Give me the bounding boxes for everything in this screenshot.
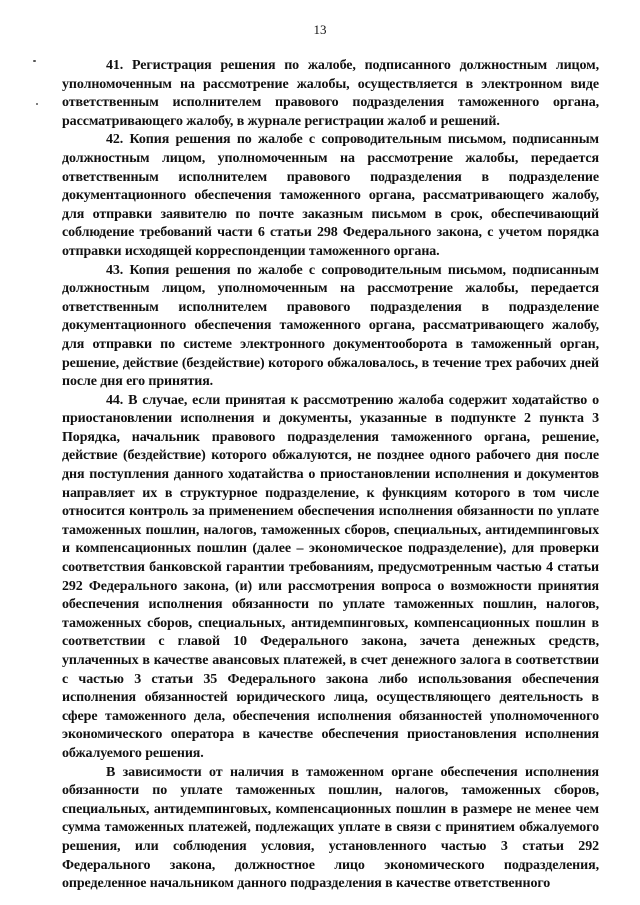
paragraph-44-continuation: В зависимости от наличия в таможенном органе обеспечения исполнения обязанности по уплате таможенных пошлин, налогов, таможенных сборов, специальных, антидемпинговых, компенсационных пошлин в размере не менее чем сумма таможенных платежей, подлежащих уплате в связи с принятием обжалуемого решения, или соблюдения условия, установленного частью 3 статьи 292 Федерального закона, должностное лицо экономического подразделения, определенное начальником данного подразделения в качестве ответственного xyxy=(62,764,599,892)
scan-speck xyxy=(33,60,36,62)
paragraph-41: 41. Регистрация решения по жалобе, подписанного должностным лицом, уполномоченным на рассмотрение жалобы, осуществляется в электронном виде ответственным исполнителем правового подразделения таможенного органа, рассматривающего жалобу, в журнале регистрации жалоб и решений. xyxy=(62,58,599,129)
paragraph-43: 43. Копия решения по жалобе с сопроводительным письмом, подписанным должностным лицом, уполномоченным на рассмотрение жалобы, передается ответственным исполнителем правового подразделения в подразделение документационного обеспечения таможенного органа, рассматривающего жалобу, для отправки по системе электронного документооборота в таможенный орган, решение, действие (бездействие) которого обжаловалось, в течение трех рабочих дней после дня его принятия. xyxy=(62,262,599,390)
page-number: 13 xyxy=(313,22,327,37)
paragraph-42: 42. Копия решения по жалобе с сопроводительным письмом, подписанным должностным лицом, уполномоченным на рассмотрение жалобы, передается ответственным исполнителем правового подразделения в подразделение документационного обеспечения таможенного органа, рассматривающего жалобу, для отправки заявителю по почте заказным письмом в срок, обеспечивающий соблюдение требований части 6 статьи 298 Федерального закона, с учетом порядка отправки исходящей корреспонденции таможенного органа. xyxy=(62,132,599,259)
document-body xyxy=(62,57,599,894)
paragraph-44: 44. В случае, если принятая к рассмотрению жалоба содержит ходатайство о приостановлении исполнения и документы, указанные в подпункте 2 пункта 3 Порядка, начальник правового подразделения таможенного органа, решение, действие (бездействие) которого обжалуются, не позднее одного рабочего дня после дня поступления данного ходатайства о приостановлении исполнения и документов направляет их в структурное подразделение, к функциям которого в том числе относится контроль за применением обеспечения исполнения обязанности по уплате таможенных пошлин, налогов, таможенных сборов, специальных, антидемпинговых и компенсационных пошлин (далее – экономическое подразделение), для проверки соответствия банковской гарантии требованиям, предусмотренным частью 4 статьи 292 Федерального закона, (и) или рассмотрения вопроса о возможности принятия обеспечения исполнения обязанности по уплате таможенных пошлин, налогов, таможенных сборов, специальных, антидемпинговых, компенсационных пошлин в соответствии с главой 10 Федерального закона, зачета денежных средств, уплаченных в качестве авансовых платежей, в счет денежного залога в соответствии с частью 3 статьи 35 Федерального закона либо использования обеспечения исполнения обязанностей юридического лица, осуществляющего деятельность в сфере таможенного дела, обеспечения исполнения обязанностей уполномоченного экономического оператора в качестве обеспечения приостановления исполнения обжалуемого решения. xyxy=(62,392,599,761)
scan-speck xyxy=(36,103,38,105)
